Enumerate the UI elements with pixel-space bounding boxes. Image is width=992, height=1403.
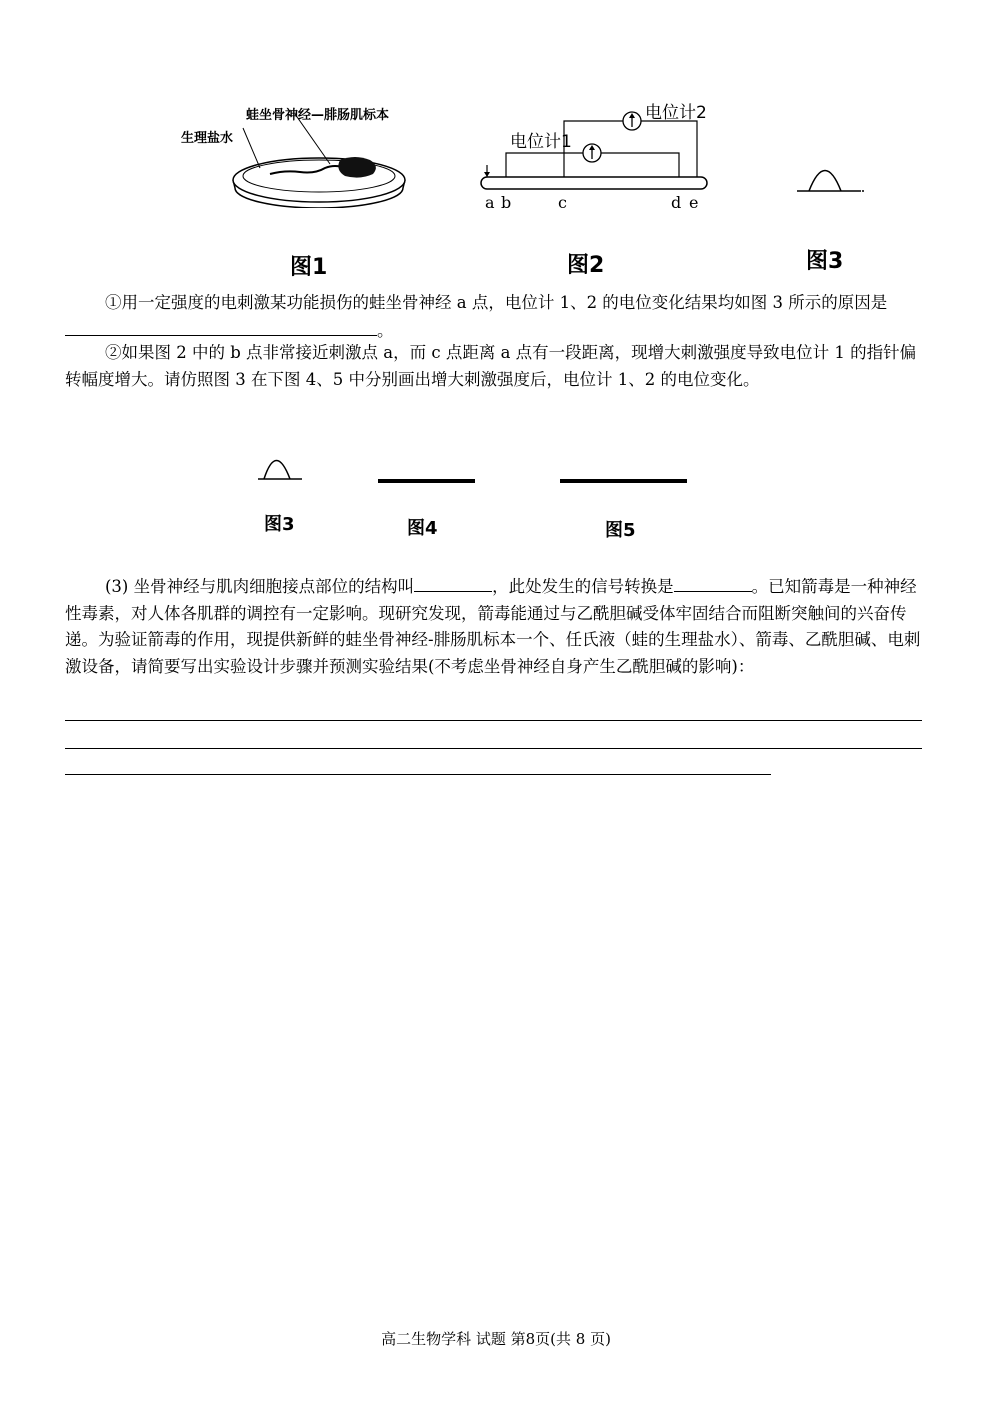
q1-answer-blank[interactable] <box>65 317 377 336</box>
figure-3-small-waveform <box>256 450 306 482</box>
question-3 <box>65 573 931 680</box>
figure-4-baseline[interactable] <box>378 479 475 483</box>
fig1-caption: 图1 <box>290 255 328 280</box>
fig1-saline-label: 生理盐水 <box>181 131 234 146</box>
row-fig5-caption: 图5 <box>605 520 636 541</box>
point-e: e <box>689 193 699 212</box>
meter1-label: 电位计1 <box>510 132 572 152</box>
point-b: b <box>501 193 512 212</box>
fig2-caption: 图2 <box>567 253 605 278</box>
q2-text: ②如果图 2 中的 b 点非常接近刺激点 a，而 c 点距离 a 点有一段距离，现增大刺激强度导致电位计 1 的指针偏转幅度增大。请仿照图 3 在下图 4、5 中分别画出增大刺激强度后，电位计 1、2 的电位变化。 <box>65 343 917 389</box>
fig3-caption: 图3 <box>806 249 844 274</box>
answer-line-2[interactable] <box>65 748 922 749</box>
answer-line-3[interactable] <box>65 774 771 775</box>
q3-blank-signal[interactable] <box>674 573 752 592</box>
q3-part1: (3) 坐骨神经与肌肉细胞接点部位的结构叫 <box>105 577 415 596</box>
q3-part2: ，此处发生的信号转换是 <box>492 577 674 596</box>
fig1-specimen-label: 蛙坐骨神经—腓肠肌标本 <box>246 108 390 123</box>
row-fig3-caption: 图3 <box>264 514 295 535</box>
q1-end: 。 <box>377 320 394 340</box>
figure-5-baseline[interactable] <box>560 479 687 483</box>
page-footer: 高二生物学科 试题 第8页(共 8 页) <box>381 1330 611 1348</box>
question-1 <box>65 290 931 344</box>
point-d: d <box>671 193 682 212</box>
question-2 <box>65 340 931 393</box>
q3-blank-structure[interactable] <box>414 573 492 592</box>
point-c: c <box>558 193 567 212</box>
q1-text: ①用一定强度的电刺激某功能损伤的蛙坐骨神经 a 点，电位计 1、2 的电位变化结果均如图 3 所示的原因是 <box>105 293 888 312</box>
answer-line-1[interactable] <box>65 720 922 721</box>
row-fig4-caption: 图4 <box>407 518 438 539</box>
meter2-label: 电位计2 <box>645 103 707 123</box>
point-a: a <box>485 193 495 212</box>
q3-part3: 。已知箭毒是一种神经性毒素，对人体各肌群的调控有一定影响。现研究发现，箭毒能通过与乙酰胆碱受体牢固结合而阻断突触间的兴奋传递。为验证箭毒的作用，现提供新鲜的蛙坐骨神经-腓肠肌标本一个、任氏液（蛙的生理盐水）、箭毒、乙酰胆碱、电刺激设备，请简要写出实验设计步骤并预测实验结果(不考虑坐骨神经自身产生乙酰胆碱的影响)： <box>65 577 921 676</box>
figure-3-waveform <box>795 160 867 196</box>
